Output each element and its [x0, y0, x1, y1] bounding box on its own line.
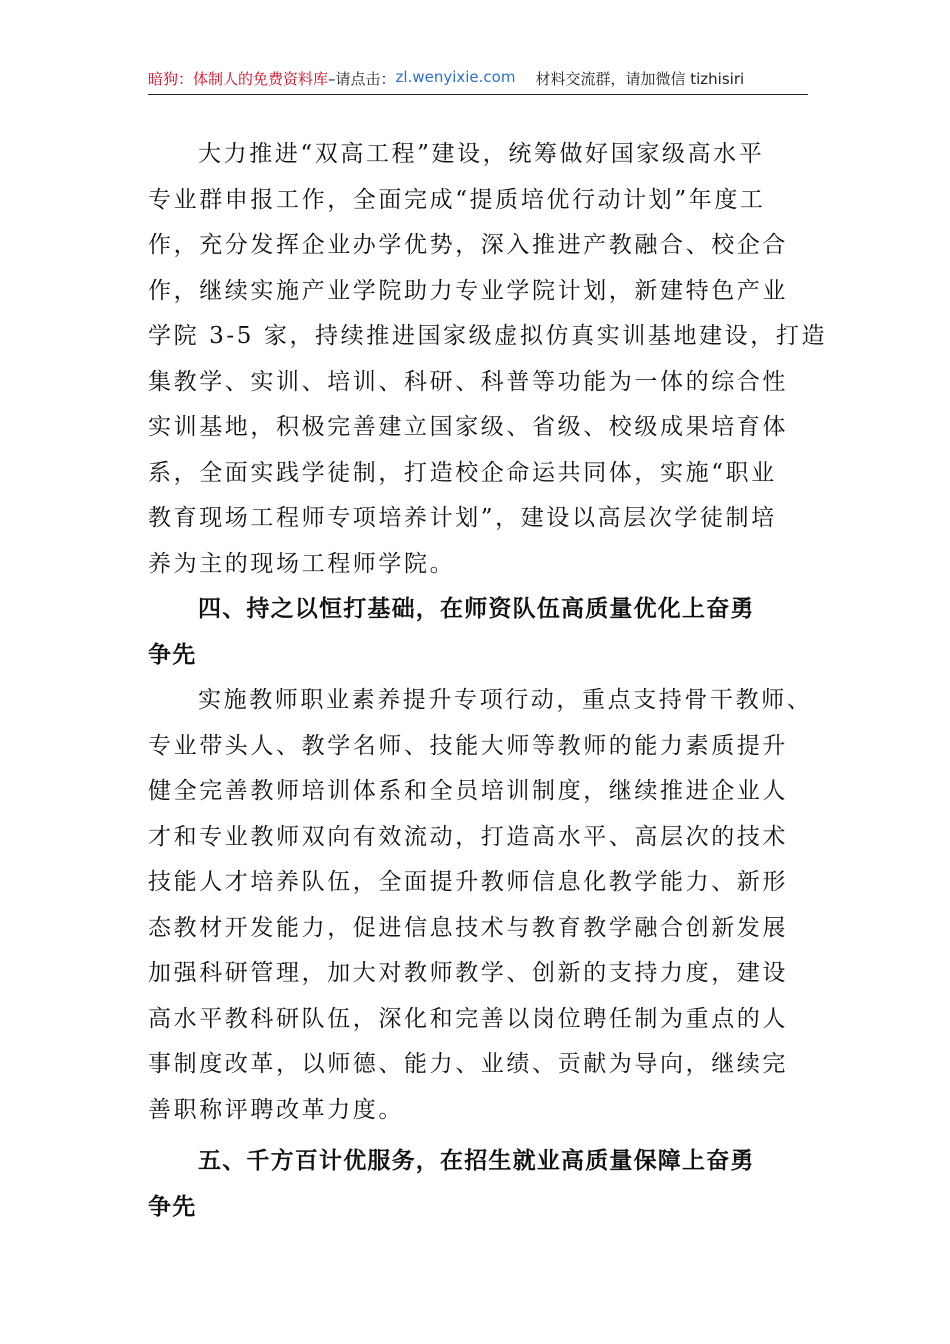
text-line: 专业群申报工作，全面完成“提质培优行动计划”年度工 — [148, 186, 766, 213]
document-body — [148, 132, 838, 1230]
text-line: 系，全面实践学徒制，打造校企命运共同体，实施“职业 — [148, 459, 777, 486]
header-url-link[interactable]: zl.wenyixie.com — [395, 68, 516, 86]
section-heading-4 — [148, 587, 838, 678]
text-line: 善职称评聘改革力度。 — [148, 1096, 404, 1123]
text-line: 作，充分发挥企业办学优势，深入推进产教融合、校企合 — [148, 232, 788, 258]
text-line: 大力推进“双高工程”建设，统筹做好国家级高水平 — [198, 141, 765, 167]
text-line: 学院 3-5 家，持续推进国家级虚拟仿真实训基地建设，打造 — [148, 323, 828, 349]
text-line: 才和专业教师双向有效流动，打造高水平、高层次的技术 — [148, 823, 788, 850]
text-line: 集教学、实训、培训、科研、科普等功能为一体的综合性 — [148, 368, 788, 395]
text-line: 实施教师职业素养提升专项行动，重点支持骨干教师、 — [198, 687, 813, 713]
paragraph-teachers — [148, 678, 838, 1133]
text-line: 技能人才培养队伍，全面提升教师信息化教学能力、新形 — [148, 869, 788, 895]
text-line: 专业带头人、教学名师、技能大师等教师的能力素质提升 — [148, 732, 788, 759]
text-line: 态教材开发能力，促进信息技术与教育教学融合创新发展 — [148, 914, 788, 941]
paragraph-dual-high — [148, 132, 838, 587]
header-contact: 材料交流群，请加微信 tizhisiri — [535, 70, 745, 88]
heading-line: 五、千方百计优服务，在招生就业高质量保障上奋勇 — [198, 1148, 755, 1174]
heading-line: 争先 — [148, 1193, 197, 1220]
header-prompt: –请点击： — [328, 70, 396, 88]
text-line: 实训基地，积极完善建立国家级、省级、校级成果培育体 — [148, 414, 788, 440]
text-line: 高水平教科研队伍，深化和完善以岗位聘任制为重点的人 — [148, 1005, 788, 1032]
text-line: 健全完善教师培训体系和全员培训制度，继续推进企业人 — [148, 778, 788, 804]
text-line: 事制度改革，以师德、能力、业绩、贡献为导向，继续完 — [148, 1051, 788, 1077]
section-heading-5 — [148, 1139, 838, 1230]
heading-line: 争先 — [148, 641, 197, 668]
header-brand: 暗狗：体制人的免费资料库 — [148, 70, 329, 88]
text-line: 作，继续实施产业学院助力专业学院计划，新建特色产业 — [148, 277, 788, 304]
text-line: 教育现场工程师专项培养计划”，建设以高层次学徒制培 — [148, 505, 777, 531]
text-line: 加强科研管理，加大对教师教学、创新的支持力度，建设 — [148, 960, 788, 986]
text-line: 养为主的现场工程师学院。 — [148, 550, 456, 577]
page-header — [148, 68, 808, 95]
heading-line: 四、持之以恒打基础，在师资队伍高质量优化上奋勇 — [198, 596, 755, 622]
